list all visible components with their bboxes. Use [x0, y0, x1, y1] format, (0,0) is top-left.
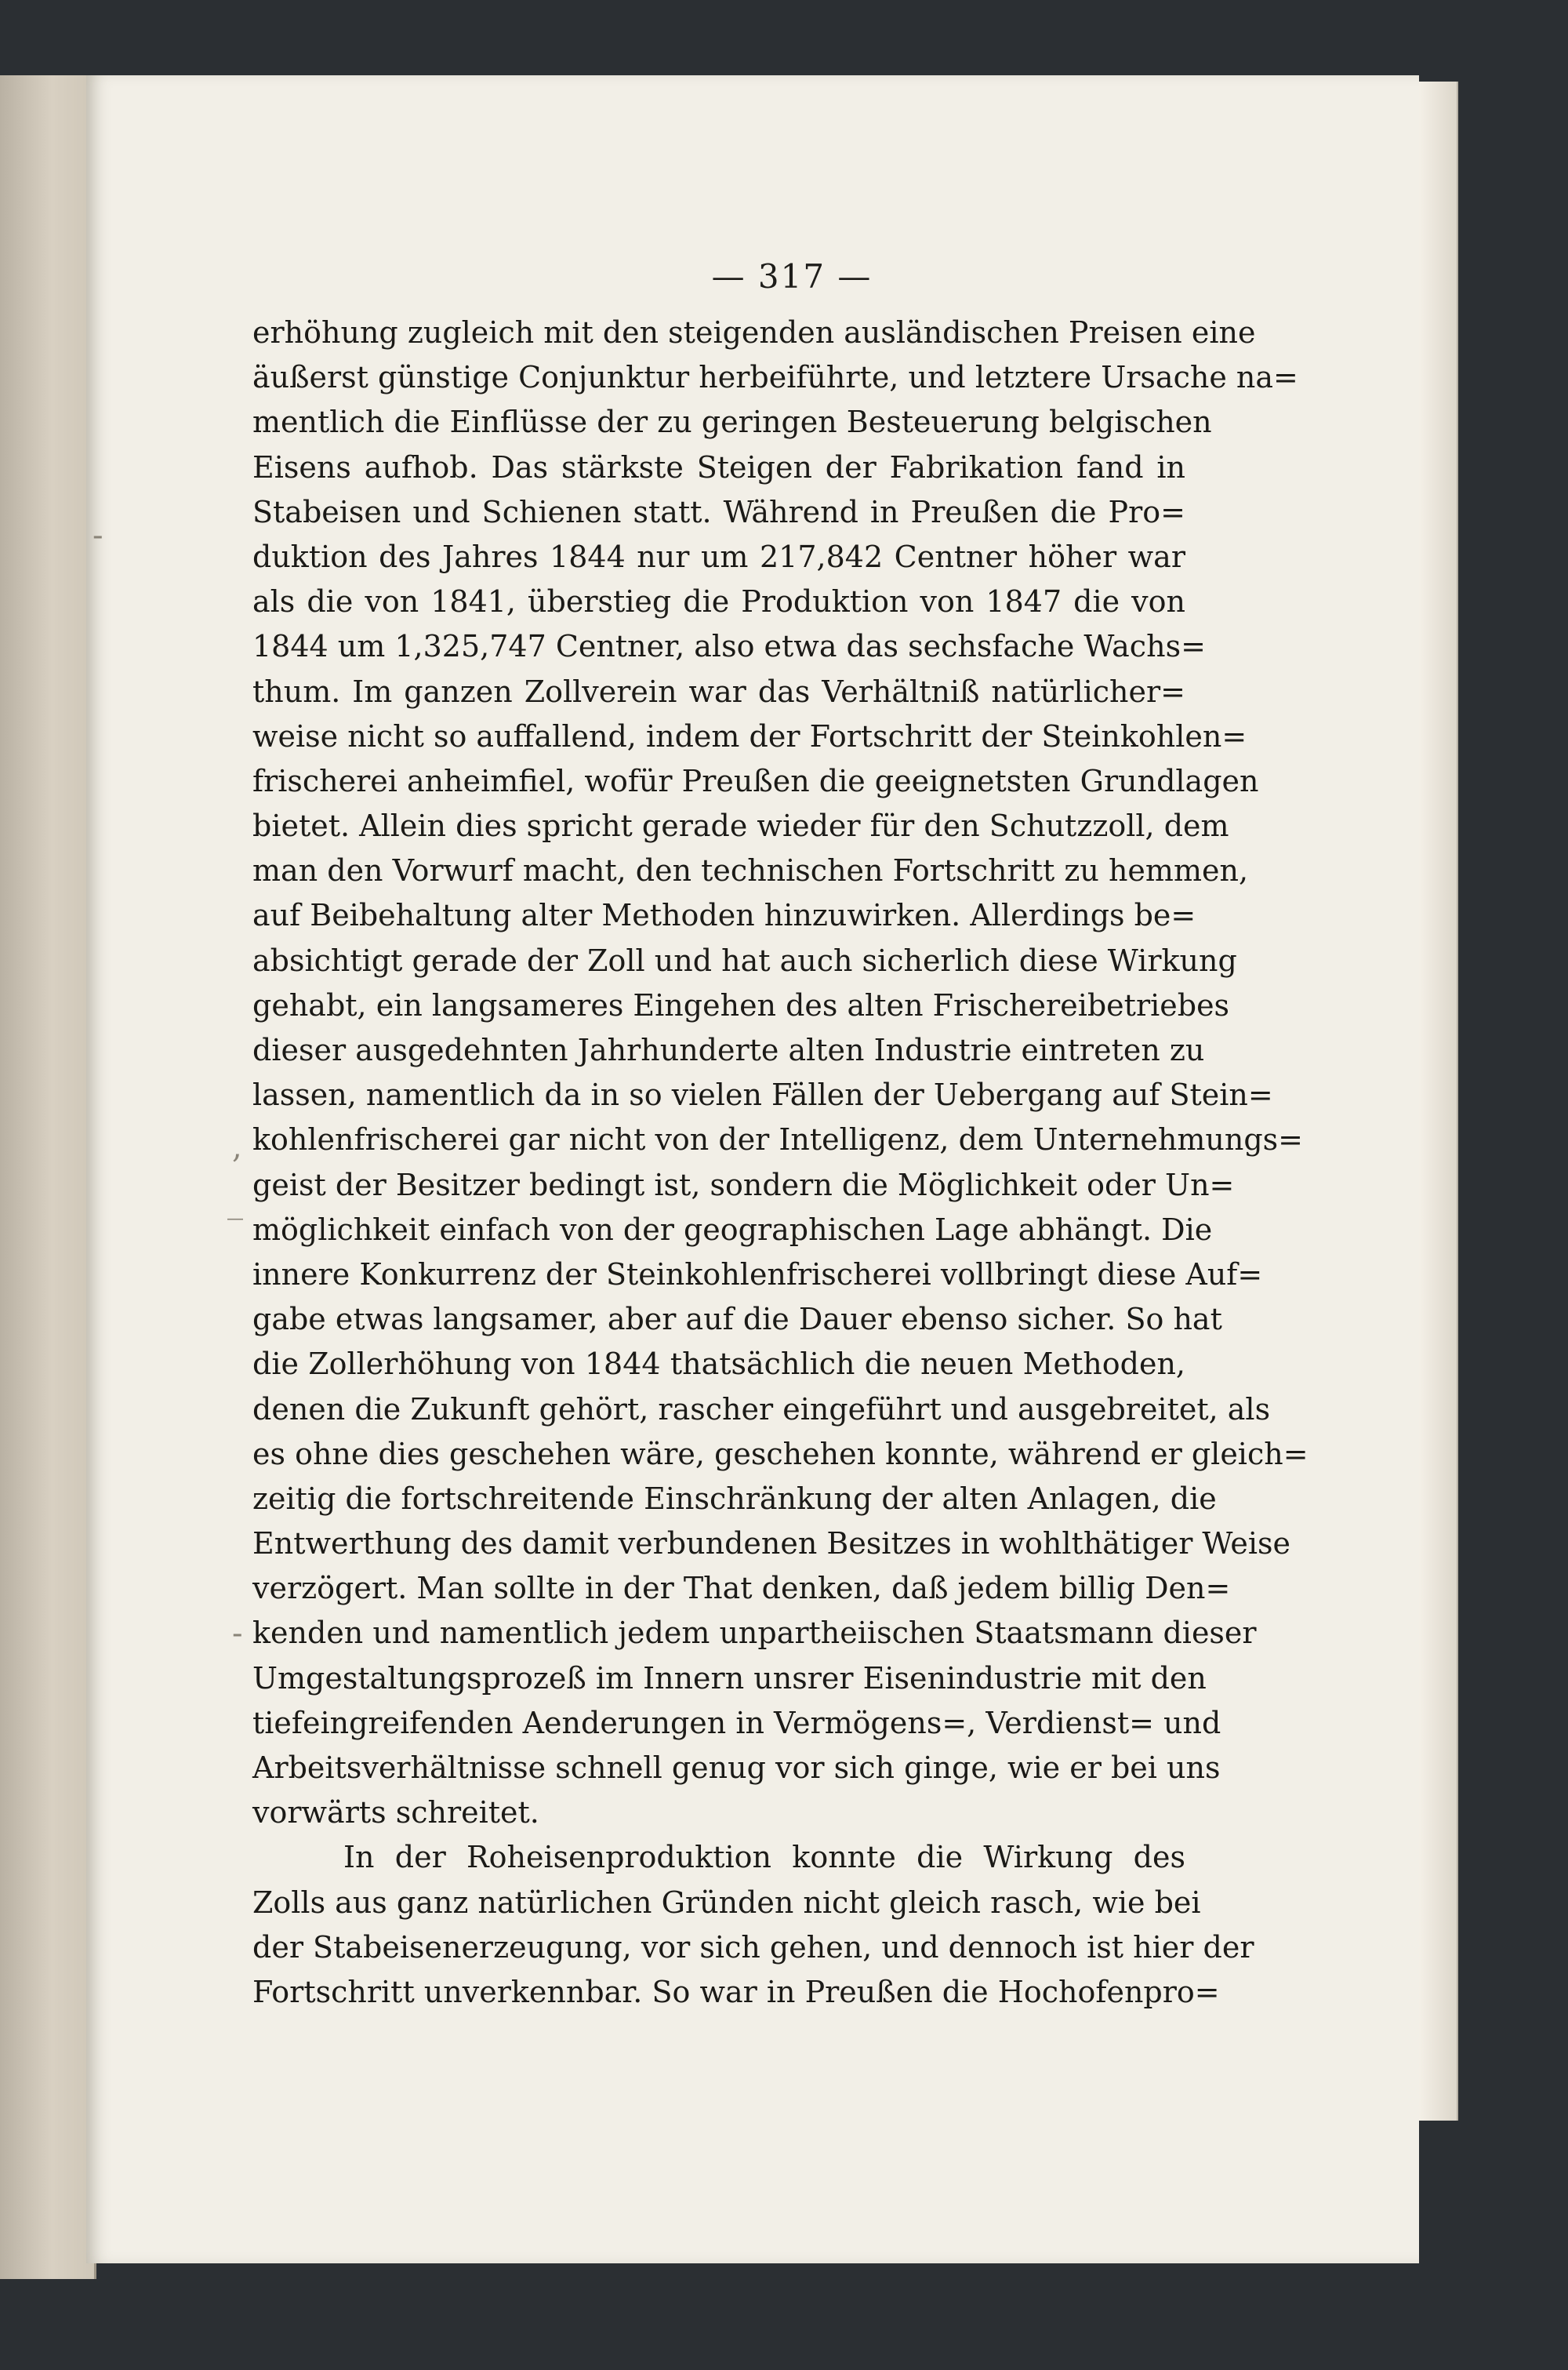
text-line: gabe etwas langsamer, aber auf die Dauer ebenso sicher. So hat: [252, 1302, 1222, 1337]
text-line: Umgestaltungsprozeß im Innern unsrer Eisenindustrie mit den: [252, 1660, 1207, 1696]
text-line: als die von 1841, überstieg die Produktion von 1847 die von: [252, 584, 1185, 620]
text-line: äußerst günstige Conjunktur herbeiführte, und letztere Ursache na=: [252, 360, 1298, 395]
page-number: — 317 —: [711, 257, 873, 296]
left-page-edge: [0, 75, 96, 2279]
text-line: kohlenfrischerei gar nicht von der Intelligenz, dem Unternehmungs=: [252, 1122, 1304, 1158]
text-line: kenden und namentlich jedem unpartheiischen Staatsmann dieser: [252, 1616, 1257, 1651]
text-line: Eisens aufhob. Das stärkste Steigen der Fabrikation fand in: [252, 449, 1185, 485]
margin-mark: -: [232, 1616, 243, 1652]
text-line: Zolls aus ganz natürlichen Gründen nicht gleich rasch, wie bei: [252, 1885, 1201, 1920]
text-line: Fortschritt unverkennbar. So war in Preußen die Hochofenpro=: [252, 1974, 1220, 2009]
text-line: bietet. Allein dies spricht gerade wieder für den Schutzzoll, dem: [252, 809, 1229, 844]
text-line: verzögert. Man sollte in der That denken, daß jedem billig Den=: [252, 1571, 1231, 1606]
text-line: duktion des Jahres 1844 nur um 217,842 Centner höher war: [252, 539, 1185, 574]
text-line: gehabt, ein langsameres Eingehen des alten Frischereibetriebes: [252, 987, 1230, 1023]
text-line-paragraph-end: vorwärts schreitet.: [252, 1795, 539, 1830]
text-line: Stabeisen und Schienen statt. Während in Preußen die Pro=: [252, 494, 1185, 529]
text-line: lassen, namentlich da in so vielen Fällen der Uebergang auf Stein=: [252, 1078, 1273, 1113]
text-line: innere Konkurrenz der Steinkohlenfrischerei vollbringt diese Auf=: [252, 1256, 1263, 1292]
text-line: thum. Im ganzen Zollverein war das Verhältniß natürlicher=: [252, 674, 1185, 709]
text-line: erhöhung zugleich mit den steigenden ausländischen Preisen eine: [252, 315, 1256, 350]
text-line: auf Beibehaltung alter Methoden hinzuwirken. Allerdings be=: [252, 898, 1196, 933]
text-line: es ohne dies geschehen wäre, geschehen konnte, während er gleich=: [252, 1436, 1308, 1471]
text-line: weise nicht so auffallend, indem der Fortschritt der Steinkohlen=: [252, 718, 1247, 754]
margin-mark: -: [93, 518, 103, 554]
text-line: mentlich die Einflüsse der zu geringen Besteuerung belgischen: [252, 405, 1212, 440]
margin-mark: _: [227, 1184, 243, 1220]
text-line: Entwerthung des damit verbundenen Besitzes in wohlthätiger Weise: [252, 1526, 1291, 1561]
text-line-paragraph-start: In der Roheisenproduktion konnte die Wirkung des: [343, 1840, 1185, 1875]
text-line: möglichkeit einfach von der geographischen Lage abhängt. Die: [252, 1212, 1213, 1247]
text-line: geist der Besitzer bedingt ist, sondern die Möglichkeit oder Un=: [252, 1167, 1235, 1202]
text-line: dieser ausgedehnten Jahrhunderte alten Industrie eintreten zu: [252, 1033, 1205, 1067]
margin-mark: ,: [232, 1129, 242, 1165]
text-line: zeitig die fortschreitende Einschränkung der alten Anlagen, die: [252, 1481, 1217, 1516]
text-line: tiefeingreifenden Aenderungen in Vermögens=, Verdienst= und: [252, 1705, 1221, 1740]
text-line: 1844 um 1,325,747 Centner, also etwa das sechsfache Wachs=: [252, 629, 1206, 664]
text-line: man den Vorwurf macht, den technischen Fortschritt zu hemmen,: [252, 853, 1249, 889]
text-line: denen die Zukunft gehört, rascher eingeführt und ausgebreitet, als: [252, 1391, 1271, 1427]
body-text: [252, 311, 1308, 2015]
text-line: der Stabeisenerzeugung, vor sich gehen, und dennoch ist hier der: [252, 1929, 1254, 1965]
text-line: frischerei anheimfiel, wofür Preußen die geeignetsten Grundlagen: [252, 763, 1259, 798]
text-line: absichtigt gerade der Zoll und hat auch sicherlich diese Wirkung: [252, 943, 1237, 978]
text-line: Arbeitsverhältnisse schnell genug vor sich ginge, wie er bei uns: [252, 1750, 1221, 1785]
text-line: die Zollerhöhung von 1844 thatsächlich die neuen Methoden,: [252, 1347, 1185, 1382]
